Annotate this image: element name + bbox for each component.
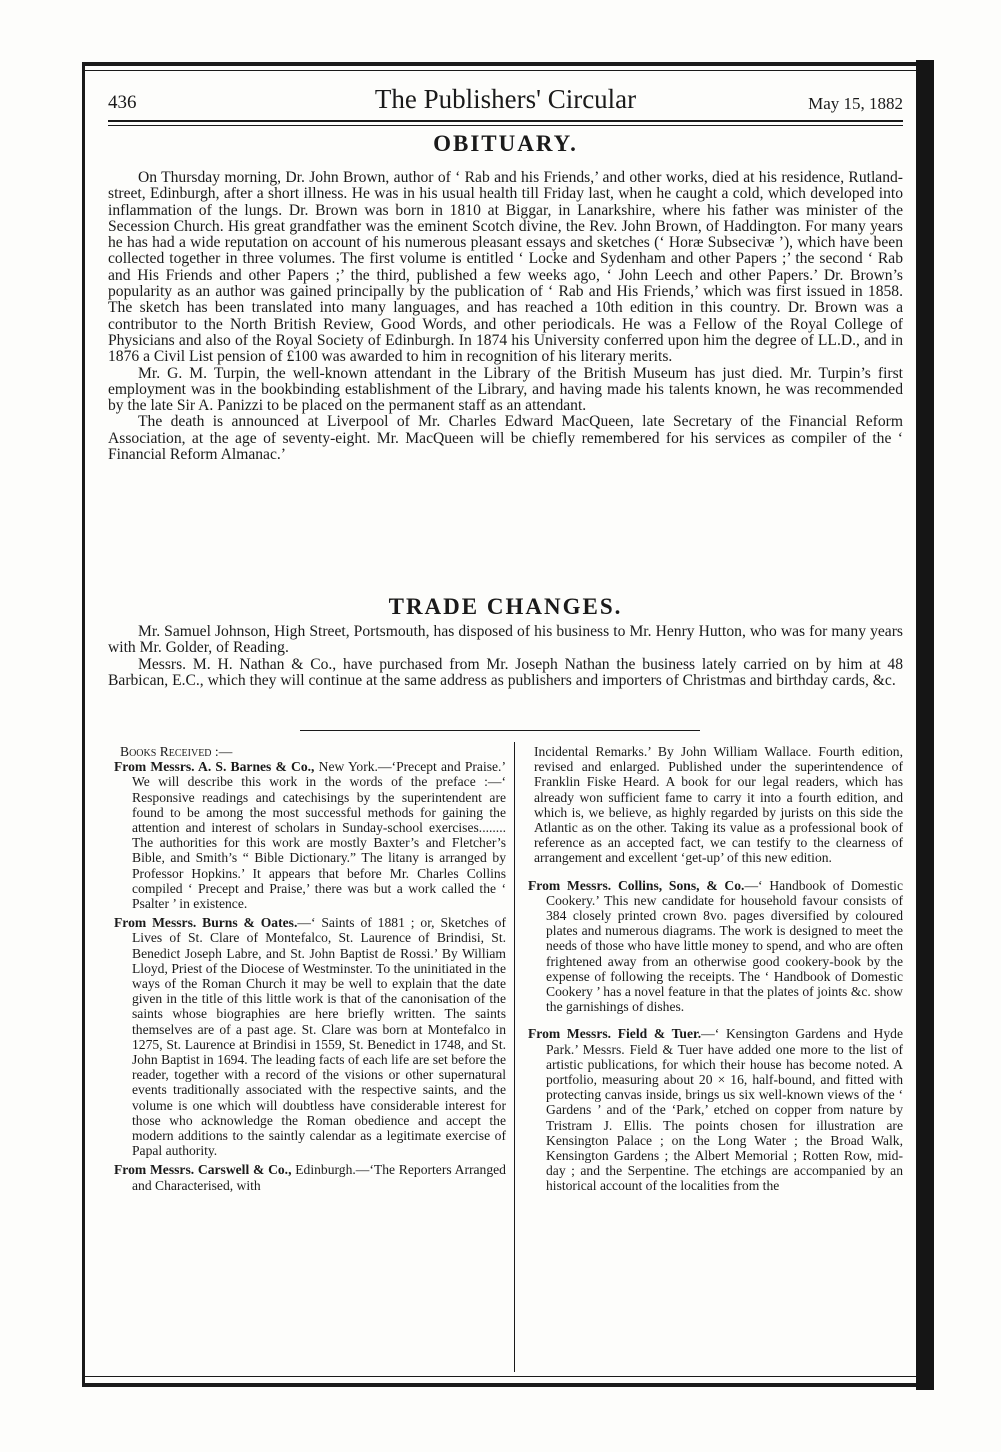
trade-paragraph: Messrs. M. H. Nathan & Co., have purchased from Mr. Joseph Nathan the business lately carried on by him at 48 Barbican, E.C., which they will continue at the same address as publishers and importers of Christmas and birthday cards, &c. xyxy=(108,655,903,689)
obituary-paragraph: The death is announced at Liverpool of Mr. Charles Edward MacQueen, late Secretary of the Financial Reform Association, at the age of seventy-eight. Mr. MacQueen will be chiefly remembered for his services as compiler of the ‘ Financial Reform Almanac.’ xyxy=(108,413,903,464)
book-entry-continued xyxy=(522,744,903,866)
book-description: —‘ Handbook of Domestic Cookery.’ This new candidate for household favour consists of 384 closely printed crown 8vo. pages diversified by coloured plates and numerous diagrams. The work is designed to meet the needs of those who have little money to spend, and who are often frightened away from an otherwise good cookery-book by the expense of following the receipts. The ‘ Handbook of Domestic Cookery ’ has a novel feature in that the plates of joints &c. show the garnishings of dishes. xyxy=(546,877,903,1015)
obituary-paragraph: Mr. G. M. Turpin, the well-known attendant in the Library of the British Museum has just died. Mr. Turpin’s first employment was in the bookbinding establishment of the Library, and having made his talents known, he was recommended by the late Sir A. Panizzi to be placed on the permanent staff as an attendant. xyxy=(108,364,903,415)
top-rule xyxy=(82,62,924,66)
trade-changes-heading: TRADE CHANGES. xyxy=(388,594,623,619)
bottom-rule-thin xyxy=(82,1376,924,1377)
trade-changes-body xyxy=(108,624,903,689)
book-entry xyxy=(108,759,506,911)
trade-paragraph: Mr. Samuel Johnson, High Street, Portsmouth, has disposed of his business to Mr. Henry Hutton, who was for many years with Mr. Golder, of Reading. xyxy=(108,623,903,657)
running-header xyxy=(108,84,903,118)
publication-title: The Publishers' Circular xyxy=(374,84,637,114)
books-received-heading: Books Received :— xyxy=(120,744,233,759)
book-description: —‘ Saints of 1881 ; or, Sketches of Lives of St. Clare of Montefalco, St. Laurence of Brindisi, St. Benedict Joseph Labre, and St. John Baptist de Rossi.’ By William Lloyd, Priest of the Diocese of Westminster. To the uninitiated in the ways of the Roman Church it may be well to explain that the date given in the title of this little work is that of the canonisation of the saints whose biographies are here briefly written. The saints themselves are of a past age. St. Clare was born at Montefalco in 1275, St. Laurence at Brindisi in 1559, St. Benedict in 1748, and St. John Baptist in 1694. The leading facts of each life are set before the reader, together with a record of the visions or other supernatural events traditionally associated with the respective saints, and the volume is one which will doubtless have considerable interest for those who acknowledge the Roman obedience and accept the modern additions to the saintly calendar as a legitimate exercise of Papal authority. xyxy=(132,915,506,1159)
book-description: —‘ Kensington Gardens and Hyde Park.’ Messrs. Field & Tuer have added one more to the list of artistic publications, for which their house has become noted. A portfolio, measuring about 20 × 16, half-bound, and fitted with protecting canvas inside, brings us six well-known views of the ‘ Gardens ’ and of the ‘Park,’ etched on copper from nature by Tristram J. Ellis. The points chosen for illustration are Kensington Palace ; on the Long Water ; the Broad Walk, Kensington Gardens ; the Albert Memorial ; Rotten Row, mid-day ; and the Serpentine. The etchings are accompanied by an historical account of the localities from the xyxy=(546,1026,903,1194)
issue-date: May 15, 1882 xyxy=(808,94,903,113)
publisher-name: From Messrs. A. S. Barnes & Co., xyxy=(114,759,315,775)
book-entry xyxy=(522,878,903,1015)
header-rule-thin xyxy=(108,125,903,126)
publisher-name: From Messrs. Collins, Sons, & Co. xyxy=(528,877,745,893)
top-rule-thin xyxy=(82,70,924,71)
book-entry xyxy=(108,915,506,1158)
book-description: Incidental Remarks.’ By John William Wallace. Fourth edition, revised and enlarged. Published under the superintendence of Franklin Fiske Heard. A book for our legal readers, which has already won sufficient fame to carry it into a fourth edition, and which is, we believe, as highly regarded by jurists on this side the Atlantic as on the other. Taking its value as a professional book of reference as an accepted fact, we can testify to the clearness of arrangement and excellent ‘get-up’ of this new edition. xyxy=(534,744,903,866)
publisher-name: From Messrs. Burns & Oates. xyxy=(114,915,298,931)
obituary-paragraph: On Thursday morning, Dr. John Brown, author of ‘ Rab and his Friends,’ and other works, died at his residence, Rutland-street, Edinburgh, after a short illness. He was in his usual health till Friday last, when he caught a cold, which developed into inflammation of the lungs. Dr. Brown was born in 1810 at Biggar, in Lanarkshire, where his father was minister of the Secession Church. His great grandfather was the eminent Scotch divine, the Rev. John Brown, of Haddington. For many years he has had a wide reputation on account of his numerous pleasant essays and sketches (‘ Horæ Subsecivæ ’), which have been collected together in three volumes. The first volume is entitled ‘ Locke and Sydenham and other Papers ;’ the second ‘ Rab and His Friends and other Papers ;’ the third, published a few weeks ago, ‘ John Leech and other Papers.’ Dr. Brown’s popularity as an author was gained principally by the publication of ‘ Rab and His Friends,’ which was first issued in 1858. The sketch has been translated into many languages, and has reached a 10th edition in this country. Dr. Brown was a contributor to the North British Review, Good Words, and other periodicals. He was a Fellow of the Royal College of Physicians and also of the Royal Society of Edinburgh. In 1874 his University conferred upon him the degree of LL.D., and in 1876 a Civil List pension of £100 was awarded to him in recognition of his literary merits. xyxy=(108,169,903,366)
book-description: New York.—‘Precept and Praise.’ We will describe this work in the words of the preface :—‘ Responsive readings and catechisings by the superintendent are found to be among the most successful methods for gaining the attention and interest of scholars in Sunday-school exercises........ The authorities for this work are mostly Baxter’s and Fletcher’s Bible, and Smith’s “ Bible Dictionary.” The litany is arranged by Professor Hopkins.’ It appears that before Mr. Charles Collins compiled ‘ Precept and Praise,’ there was but a work called the ‘ Psalter ’ in existence. xyxy=(132,759,506,912)
column-separator xyxy=(514,742,515,1372)
bottom-rule xyxy=(82,1383,924,1387)
books-received-right-column xyxy=(522,744,903,1198)
publisher-name: From Messrs. Carswell & Co., xyxy=(114,1162,292,1178)
obituary-heading: OBITUARY. xyxy=(433,131,578,156)
obituary-body xyxy=(108,170,903,463)
section-divider xyxy=(300,730,700,731)
book-entry xyxy=(522,1026,903,1193)
book-entry xyxy=(108,1162,506,1192)
publisher-name: From Messrs. Field & Tuer. xyxy=(528,1026,702,1042)
binding-spine xyxy=(916,60,934,1390)
header-rule xyxy=(108,120,903,122)
page-number: 436 xyxy=(108,92,137,113)
book-description: Edinburgh.—‘The Reporters Arranged and Characterised, with xyxy=(132,1162,506,1193)
books-received-left-column xyxy=(108,744,506,1197)
